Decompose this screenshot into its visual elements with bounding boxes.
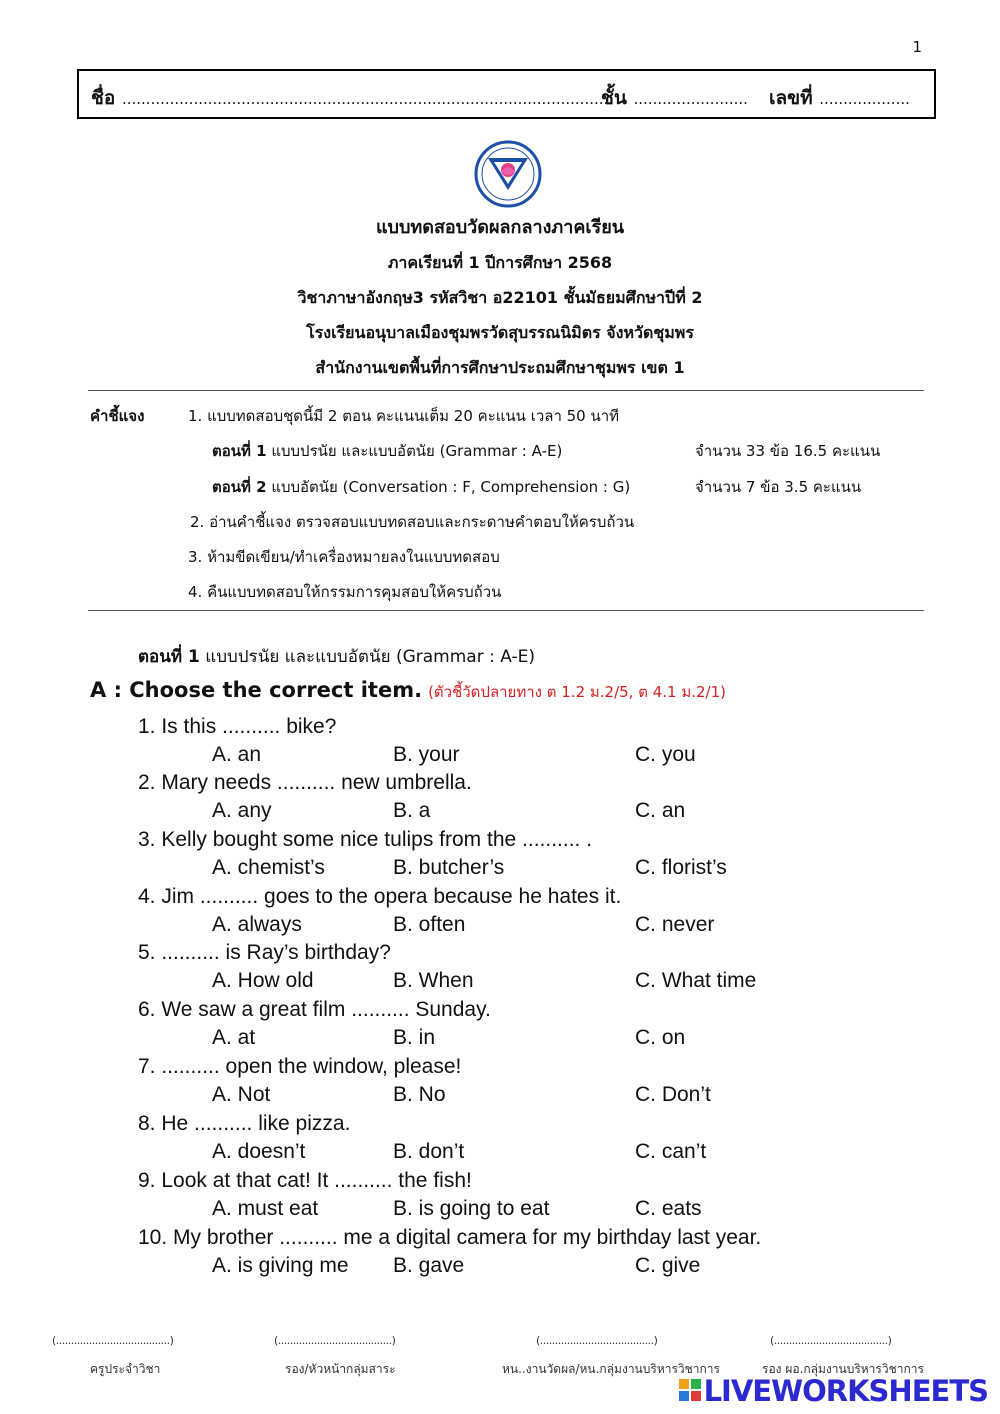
instructions-label: คำชี้แจง (90, 407, 145, 425)
semester-line: ภาคเรียนที่ 1 ปีการศึกษา 2568 (387, 253, 613, 272)
option-c[interactable]: C. florist’s (635, 856, 727, 879)
option-a[interactable]: A. is giving me (212, 1254, 349, 1277)
part1-heading-text: แบบปรนัย และแบบอัตนัย (Grammar : A-E) (199, 647, 535, 667)
class-field[interactable] (601, 83, 748, 113)
instruction-part2-count: จำนวน 7 ข้อ 3.5 คะแนน (695, 478, 862, 496)
signature-deputy-director: รอง ผอ.กลุ่มงานบริหารวิชาการ (762, 1362, 924, 1376)
option-a[interactable]: A. an (212, 743, 262, 766)
option-a[interactable]: A. at (212, 1026, 256, 1049)
instruction-part1 (212, 439, 562, 463)
option-a[interactable]: A. Not (212, 1083, 271, 1106)
question-text: 1. Is this .......... bike? (138, 715, 337, 738)
option-a[interactable]: A. How old (212, 969, 314, 992)
question-text: 8. He .......... like pizza. (138, 1112, 351, 1135)
name-field[interactable] (91, 83, 608, 113)
option-b[interactable]: B. gave (393, 1254, 465, 1277)
option-a[interactable]: A. chemist’s (212, 856, 325, 879)
signature-line-3: (......................................) (536, 1334, 658, 1347)
option-a[interactable]: A. any (212, 799, 272, 822)
option-b[interactable]: B. in (393, 1026, 436, 1049)
office-line: สำนักงานเขตพื้นที่การศึกษาประถมศึกษาชุมพร เขต 1 (315, 358, 685, 377)
option-c[interactable]: C. on (635, 1026, 686, 1049)
question-text: 5. .......... is Ray’s birthday? (138, 941, 391, 964)
number-label: เลขที่ (769, 87, 813, 109)
class-dots: ........................ (633, 90, 748, 108)
option-b[interactable]: B. often (393, 913, 466, 936)
school-line: โรงเรียนอนุบาลเมืองชุมพรวัดสุบรรณนิมิตร จังหวัดชุมพร (306, 323, 694, 342)
name-label: ชื่อ (91, 87, 116, 109)
instruction-part2-label: ตอนที่ 2 (212, 478, 267, 496)
liveworksheets-watermark (679, 1374, 988, 1408)
option-c[interactable]: C. give (635, 1254, 701, 1277)
section-a-title-text: A : Choose the correct item. (90, 678, 423, 702)
divider-top (88, 390, 924, 391)
signature-line-1: (......................................) (52, 1334, 174, 1347)
option-c[interactable]: C. an (635, 799, 686, 822)
question-text: 4. Jim .......... goes to the opera because he hates it. (138, 885, 622, 908)
option-c[interactable]: C. you (635, 743, 696, 766)
instruction-2: 2. อ่านคำชี้แจง ตรวจสอบแบบทดสอบและกระดาษคำตอบให้ครบถ้วน (190, 513, 635, 531)
option-b[interactable]: B. When (393, 969, 474, 992)
option-b[interactable]: B. No (393, 1083, 446, 1106)
question-text: 10. My brother .......... me a digital camera for my birthday last year. (138, 1226, 762, 1249)
instruction-part2 (212, 475, 630, 499)
question-text: 2. Mary needs .......... new umbrella. (138, 771, 472, 794)
exam-title: แบบทดสอบวัดผลกลางภาคเรียน (375, 217, 625, 238)
instruction-part1-label: ตอนที่ 1 (212, 442, 267, 460)
name-dots: ...................................................................................................... (121, 90, 609, 108)
section-a-indicator: (ตัวชี้วัดปลายทาง ต 1.2 ม.2/5, ต 4.1 ม.2/1) (428, 683, 726, 701)
instruction-4: 4. คืนแบบทดสอบให้กรรมการคุมสอบให้ครบถ้วน (188, 583, 502, 601)
instruction-3: 3. ห้ามขีดเขียน/ทำเครื่องหมายลงในแบบทดสอบ (188, 548, 500, 566)
section-a-title (90, 678, 726, 704)
number-dots: ................... (819, 90, 910, 108)
question-text: 3. Kelly bought some nice tulips from the .......... . (138, 828, 593, 851)
signature-teacher: ครูประจำวิชา (90, 1362, 161, 1376)
liveworksheets-logo-icon (679, 1379, 701, 1401)
part1-heading-label: ตอนที่ 1 (138, 647, 200, 667)
question-text: 9. Look at that cat! It .......... the fish! (138, 1169, 472, 1192)
signature-assessment-head: หน..งานวัดผล/หน.กลุ่มงานบริหารวิชาการ (502, 1362, 720, 1376)
part1-heading (138, 643, 535, 670)
option-c[interactable]: C. can’t (635, 1140, 707, 1163)
school-logo-icon (474, 140, 542, 208)
question-text: 6. We saw a great film .......... Sunday. (138, 998, 491, 1021)
option-b[interactable]: B. is going to eat (393, 1197, 550, 1220)
student-info-box (77, 69, 936, 119)
question-text: 7. .......... open the window, please! (138, 1055, 462, 1078)
option-c[interactable]: C. Don’t (635, 1083, 711, 1106)
watermark-text: LIVEWORKSHEETS (703, 1374, 988, 1408)
instruction-part1-text: แบบปรนัย และแบบอัตนัย (Grammar : A-E) (266, 442, 563, 460)
option-b[interactable]: B. don’t (393, 1140, 465, 1163)
instruction-1: 1. แบบทดสอบชุดนี้มี 2 ตอน คะแนนเต็ม 20 คะแนน เวลา 50 นาที (188, 407, 620, 425)
instruction-part1-count: จำนวน 33 ข้อ 16.5 คะแนน (695, 442, 881, 460)
subject-line: วิชาภาษาอังกฤษ3 รหัสวิชา อ22101 ชั้นมัธยมศึกษาปีที่ 2 (297, 288, 703, 307)
number-field[interactable] (769, 83, 910, 113)
option-b[interactable]: B. butcher’s (393, 856, 505, 879)
option-a[interactable]: A. must eat (212, 1197, 319, 1220)
signature-line-2: (......................................) (274, 1334, 396, 1347)
option-c[interactable]: C. never (635, 913, 715, 936)
instruction-part2-text: แบบอัตนัย (Conversation : F, Comprehension : G) (266, 478, 631, 496)
option-b[interactable]: B. your (393, 743, 460, 766)
option-c[interactable]: C. What time (635, 969, 757, 992)
signature-line-4: (......................................) (770, 1334, 892, 1347)
page-number: 1 (912, 38, 922, 56)
signature-dept-head: รอง/หัวหน้ากลุ่มสาระ (285, 1362, 396, 1376)
option-b[interactable]: B. a (393, 799, 431, 822)
option-c[interactable]: C. eats (635, 1197, 702, 1220)
class-label: ชั้น (601, 87, 627, 109)
option-a[interactable]: A. always (212, 913, 302, 936)
option-a[interactable]: A. doesn’t (212, 1140, 306, 1163)
divider-bottom (88, 610, 924, 611)
